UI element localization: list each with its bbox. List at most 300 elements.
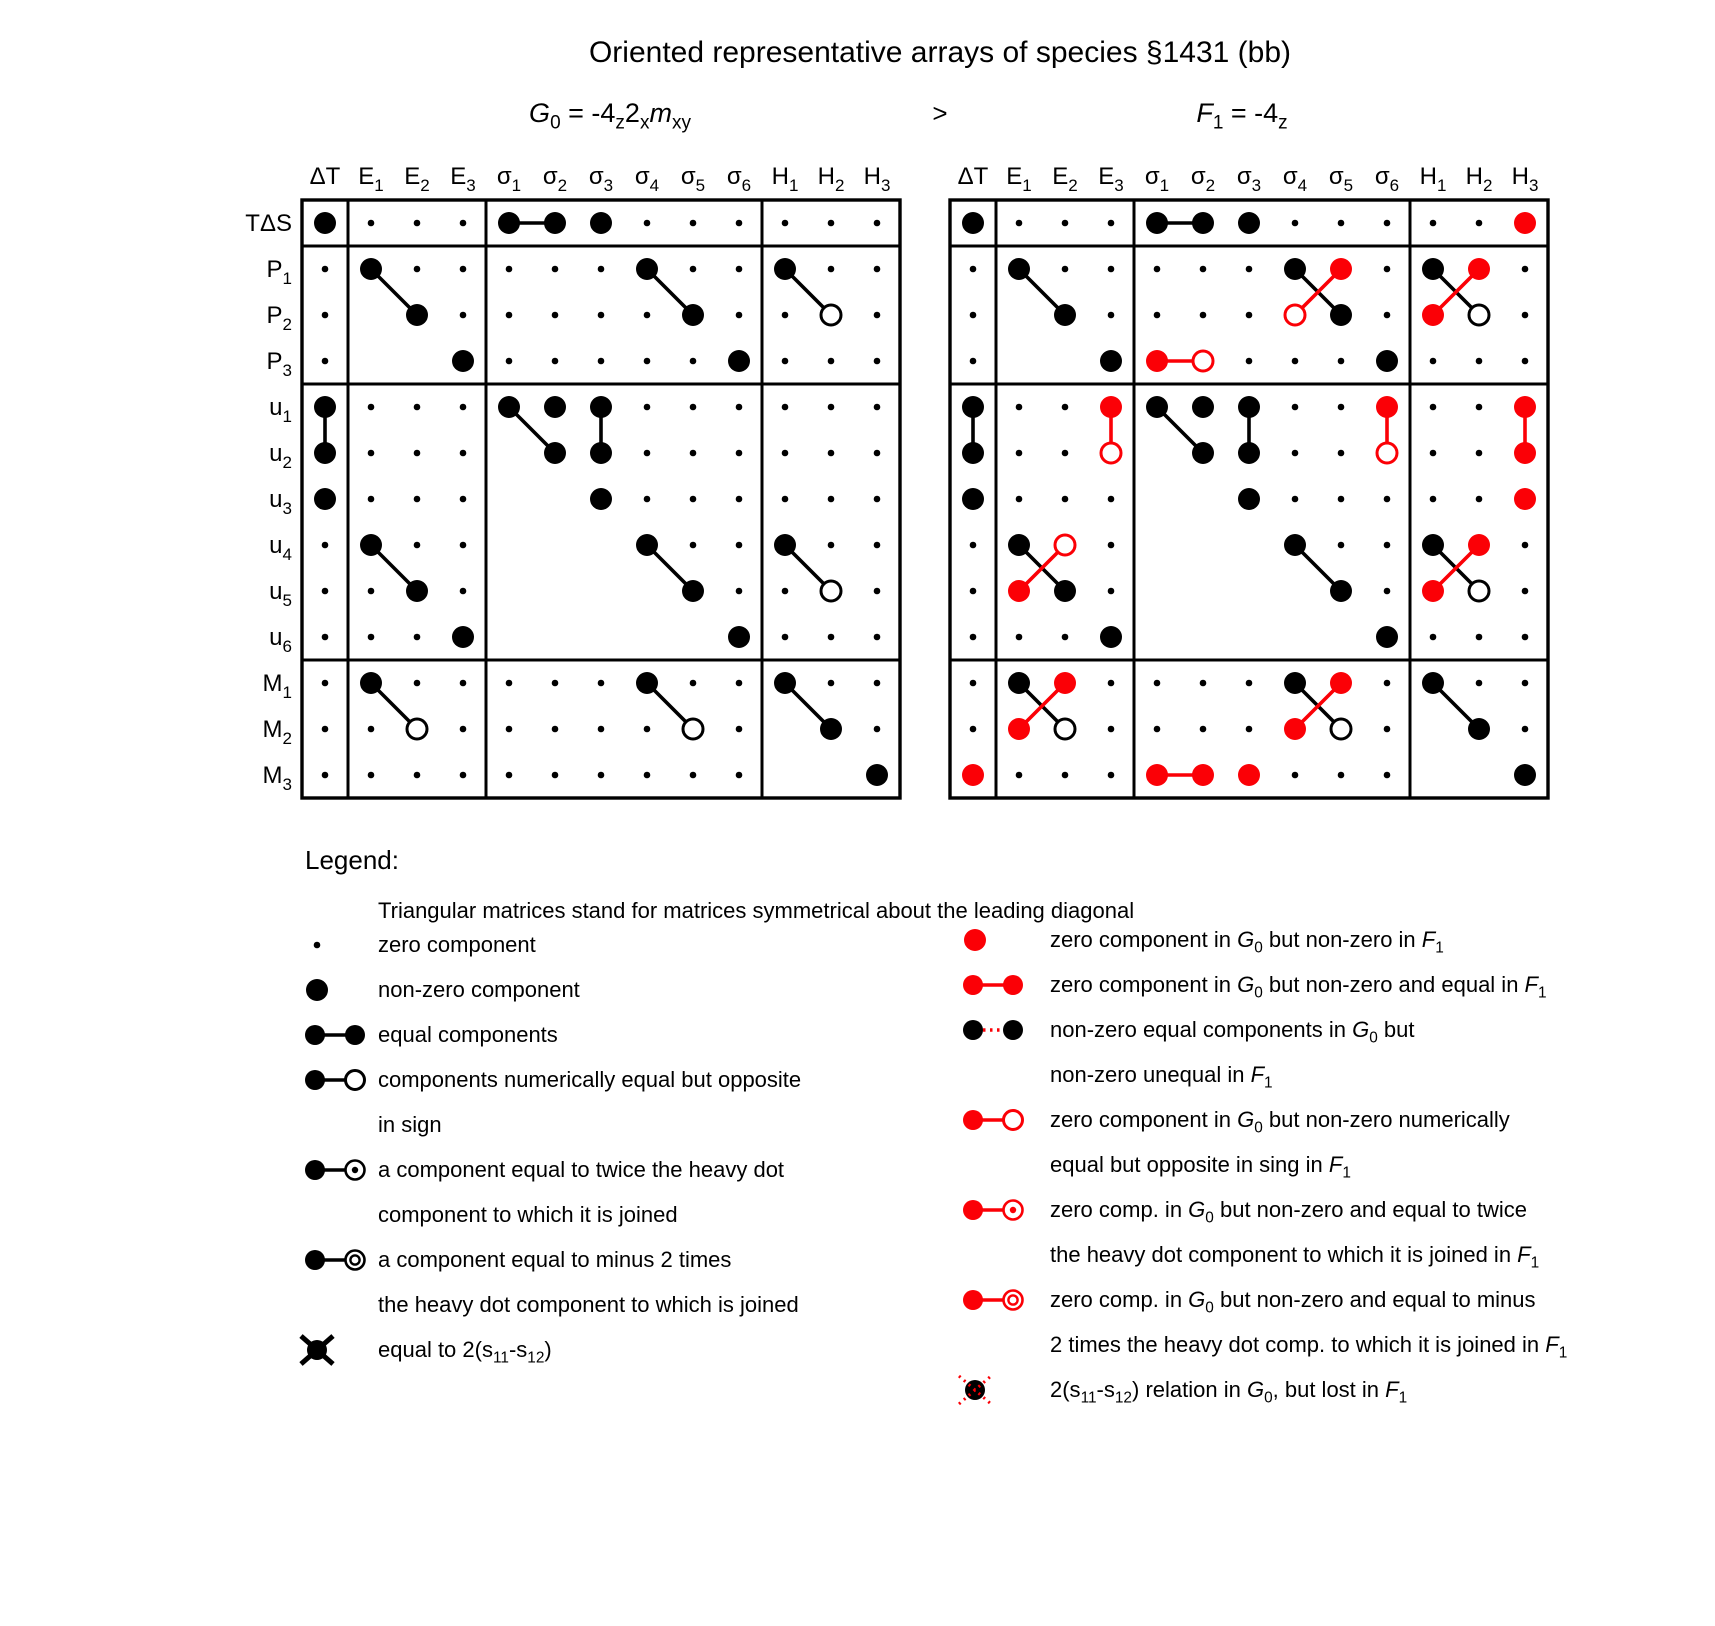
cell-dot <box>506 680 513 687</box>
cell-dot <box>736 496 743 503</box>
cell-dot <box>407 719 427 739</box>
cell-dot <box>736 450 743 457</box>
cell-dot <box>414 266 421 273</box>
column-label: H2 <box>1465 163 1493 195</box>
cell-dot <box>644 220 651 227</box>
legend-text: equal components <box>378 1022 558 1047</box>
row-label: TΔS <box>245 210 292 237</box>
row-label: u3 <box>269 486 292 518</box>
cell-dot <box>782 634 789 641</box>
cell-dot <box>774 672 796 694</box>
cell-dot <box>736 542 743 549</box>
cell-dot <box>1514 488 1536 510</box>
cell-dot <box>414 542 421 549</box>
cell-dot <box>1330 258 1352 280</box>
cell-dot <box>1200 680 1207 687</box>
cell-dot <box>1522 358 1529 365</box>
cell-dot <box>1522 542 1529 549</box>
cell-dot <box>360 672 382 694</box>
cell-dot <box>322 726 329 733</box>
cell-dot <box>1468 258 1490 280</box>
cell-dot <box>1146 396 1168 418</box>
legend-text: non-zero equal components in $G_0$ but <box>1050 1017 1415 1047</box>
cell-dot <box>1422 580 1444 602</box>
cell-dot <box>644 312 651 319</box>
cell-dot <box>782 220 789 227</box>
cell-dot <box>368 450 375 457</box>
cell-dot <box>552 726 559 733</box>
cell-dot <box>828 634 835 641</box>
cell-dot <box>1100 626 1122 648</box>
cell-dot <box>1522 312 1529 319</box>
row-label: M2 <box>262 716 292 748</box>
row-label: P2 <box>266 302 292 334</box>
legend-text: equal but opposite in sing in $F_1$ <box>1050 1152 1351 1182</box>
legend-text: the heavy dot component to which is joined <box>378 1292 799 1317</box>
cell-dot <box>590 488 612 510</box>
legend-text: equal to $2(s_{11}-s_{12})$ <box>378 1337 552 1367</box>
legend-item <box>295 922 801 967</box>
cell-dot <box>1062 404 1069 411</box>
cell-dot <box>360 534 382 556</box>
opposite-sign-pair-icon <box>295 1061 387 1099</box>
column-label: H1 <box>1419 163 1447 195</box>
cell-dot <box>1008 672 1030 694</box>
cell-dot <box>1384 588 1391 595</box>
cell-dot <box>460 496 467 503</box>
cell-dot <box>1200 312 1207 319</box>
cell-dot <box>1108 772 1115 779</box>
row-label: M3 <box>262 762 292 794</box>
cell-dot <box>644 358 651 365</box>
cell-dot <box>590 442 612 464</box>
cell-dot <box>1108 496 1115 503</box>
s11-s12-cross-icon <box>295 1331 387 1369</box>
cell-dot <box>1054 672 1076 694</box>
f1-matrix <box>878 140 1558 812</box>
cell-dot <box>1062 266 1069 273</box>
cell-dot <box>1292 220 1299 227</box>
column-label: σ1 <box>496 163 522 195</box>
cell-dot <box>690 772 697 779</box>
row-label: u6 <box>269 624 292 656</box>
cell-dot <box>598 358 605 365</box>
cell-dot <box>1062 634 1069 641</box>
cell-dot <box>1522 634 1529 641</box>
cell-dot <box>1238 488 1260 510</box>
cell-dot <box>736 404 743 411</box>
cell-dot <box>506 726 513 733</box>
cell-dot <box>1246 312 1253 319</box>
cell-dot <box>506 772 513 779</box>
legend-note: Triangular matrices stand for matrices symmetrical about the leading diagonal <box>378 898 1135 923</box>
cell-dot <box>1146 764 1168 786</box>
cell-dot <box>1422 534 1444 556</box>
cell-dot <box>314 212 336 234</box>
cell-dot <box>1062 450 1069 457</box>
cell-dot <box>1430 450 1437 457</box>
cell-dot <box>1376 350 1398 372</box>
cell-dot <box>1338 220 1345 227</box>
legend-column-black <box>295 922 801 1372</box>
cell-dot <box>1192 442 1214 464</box>
column-headers <box>958 163 1539 195</box>
cell-dot <box>1146 212 1168 234</box>
cell-dot <box>1292 496 1299 503</box>
column-label: H1 <box>771 163 799 195</box>
cell-dot <box>460 266 467 273</box>
cell-dot <box>690 542 697 549</box>
cell-dot <box>1008 580 1030 602</box>
legend-item <box>295 967 801 1012</box>
cell-dot <box>782 588 789 595</box>
cell-dot <box>1055 535 1075 555</box>
cell-dot <box>1192 212 1214 234</box>
cell-dot <box>1016 220 1023 227</box>
cell-dot <box>322 312 329 319</box>
column-label: σ3 <box>1236 163 1262 195</box>
cell-dot <box>598 726 605 733</box>
cell-dot <box>782 312 789 319</box>
cell-dot <box>736 312 743 319</box>
cell-dot <box>322 772 329 779</box>
column-label: σ1 <box>1144 163 1170 195</box>
cell-dot <box>782 496 789 503</box>
cell-dot <box>1476 404 1483 411</box>
column-label: H3 <box>863 163 891 195</box>
cell-dot <box>1108 588 1115 595</box>
cell-dot <box>690 450 697 457</box>
cell-dot <box>970 358 977 365</box>
zero-dot-icon <box>295 926 387 964</box>
cell-dot <box>774 534 796 556</box>
cell-dot <box>1430 404 1437 411</box>
cell-dot <box>460 542 467 549</box>
formula-g0: $G_0 = -4_z2_xm_{xy}$ <box>529 98 691 134</box>
link-lines <box>325 223 831 729</box>
cell-dot <box>970 266 977 273</box>
cell-dot <box>1514 396 1536 418</box>
row-label: u2 <box>269 440 292 472</box>
cell-dot <box>1522 588 1529 595</box>
cell-dot <box>636 672 658 694</box>
cell-dot <box>820 718 842 740</box>
cell-dot <box>544 212 566 234</box>
cell-dot <box>962 488 984 510</box>
cell-dot <box>736 680 743 687</box>
cell-dot <box>1430 220 1437 227</box>
cell-dot <box>544 442 566 464</box>
cell-dot <box>1108 266 1115 273</box>
cell-dot <box>460 772 467 779</box>
cell-dot <box>598 680 605 687</box>
cell-dot <box>1108 726 1115 733</box>
cell-dot <box>552 358 559 365</box>
cell-dot <box>828 404 835 411</box>
cell-dot <box>1016 634 1023 641</box>
cell-dot <box>460 312 467 319</box>
cell-dot <box>690 220 697 227</box>
cell-dot <box>322 358 329 365</box>
cell-dot <box>1522 266 1529 273</box>
cell-dot <box>690 358 697 365</box>
cell-dot <box>1238 396 1260 418</box>
cell-dot <box>736 726 743 733</box>
column-label: σ5 <box>1328 163 1354 195</box>
cell-dot <box>498 212 520 234</box>
cell-dot <box>1246 726 1253 733</box>
cell-dot <box>414 220 421 227</box>
legend-item <box>295 1012 801 1057</box>
cell-dot <box>690 496 697 503</box>
cell-dot <box>1101 443 1121 463</box>
cell-dot <box>782 450 789 457</box>
cell-dot <box>552 680 559 687</box>
cell-dot <box>1284 672 1306 694</box>
cell-dot <box>1154 312 1161 319</box>
cell-dot <box>962 442 984 464</box>
formula-f1: $F_1 = -4_z$ <box>1196 98 1288 134</box>
cell-dot <box>1469 581 1489 601</box>
cell-dot <box>1476 496 1483 503</box>
legend-text: zero comp. in $G_0$ but non-zero and equal to minus <box>1050 1287 1536 1317</box>
legend-column-red <box>953 917 1567 1412</box>
cell-dot <box>1108 220 1115 227</box>
column-label: σ6 <box>1374 163 1400 195</box>
cell-dot <box>1246 266 1253 273</box>
cell-dot <box>368 404 375 411</box>
row-headers <box>245 210 292 794</box>
column-label: E1 <box>1006 163 1032 195</box>
cell-dot <box>644 726 651 733</box>
red-minus-2x-pair-icon <box>953 1281 1045 1319</box>
cell-dot <box>1384 220 1391 227</box>
cell-dot <box>970 312 977 319</box>
cell-dot <box>1062 220 1069 227</box>
cell-dot <box>368 634 375 641</box>
cell-dot <box>1016 450 1023 457</box>
legend-text: zero component in $G_0$ but non-zero and equal in $F_1$ <box>1050 972 1547 1002</box>
legend-text: zero component in $G_0$ but non-zero numerically <box>1050 1107 1510 1137</box>
cell-dot <box>1514 442 1536 464</box>
cell-dot <box>314 488 336 510</box>
cell-dot <box>1062 772 1069 779</box>
legend-item <box>953 962 1567 1007</box>
cell-dot <box>644 450 651 457</box>
cell-dot <box>1384 496 1391 503</box>
cell-dot <box>828 220 835 227</box>
cell-dot <box>1055 719 1075 739</box>
cell-dot <box>1246 680 1253 687</box>
cell-dot <box>1338 358 1345 365</box>
cell-dot <box>1330 304 1352 326</box>
cell-dot <box>962 212 984 234</box>
cell-dot <box>962 764 984 786</box>
cell-dot <box>322 266 329 273</box>
legend-text: non-zero component <box>378 977 580 1002</box>
cell-dot <box>552 266 559 273</box>
cell-dot <box>1054 304 1076 326</box>
cell-dot <box>782 404 789 411</box>
cell-dot <box>506 266 513 273</box>
cell-dot <box>1377 443 1397 463</box>
cell-dot <box>460 588 467 595</box>
cell-dot <box>1246 358 1253 365</box>
legend-text: in sign <box>378 1112 442 1137</box>
legend-item <box>953 1097 1567 1187</box>
column-label: σ4 <box>1282 163 1308 195</box>
cell-dot <box>506 312 513 319</box>
column-label: E2 <box>404 163 430 195</box>
cell-dot <box>1376 396 1398 418</box>
column-label: H2 <box>817 163 845 195</box>
cell-dot <box>970 588 977 595</box>
cell-dot <box>590 212 612 234</box>
cell-dot <box>506 358 513 365</box>
cell-dot <box>1016 772 1023 779</box>
legend-item <box>953 1367 1567 1412</box>
unequal-in-f1-pair-icon <box>953 1011 1045 1049</box>
cell-dot <box>828 542 835 549</box>
red-twice-component-pair-icon <box>953 1191 1045 1229</box>
legend-heading: Legend: <box>305 845 399 875</box>
cell-dot <box>1284 258 1306 280</box>
cell-dot <box>322 680 329 687</box>
column-label: E3 <box>450 163 476 195</box>
cell-dot <box>1008 718 1030 740</box>
cell-dot <box>1331 719 1351 739</box>
cell-dot <box>644 404 651 411</box>
cell-dot <box>1384 542 1391 549</box>
cell-dot <box>1193 351 1213 371</box>
legend-text: non-zero unequal in $F_1$ <box>1050 1062 1273 1092</box>
legend-text: $2(s_{11}-s_{12})$ relation in $G_0$, but lost in $F_1$ <box>1050 1377 1408 1407</box>
nonzero-dot-icon <box>295 971 387 1009</box>
column-label: σ6 <box>726 163 752 195</box>
column-label: ΔT <box>309 163 341 190</box>
cell-dot <box>1154 680 1161 687</box>
cell-dot <box>368 496 375 503</box>
cell-dot <box>368 588 375 595</box>
cell-dot <box>1522 680 1529 687</box>
legend-text: a component equal to minus 2 times <box>378 1247 732 1272</box>
minus-2x-pair-icon <box>295 1241 387 1279</box>
cell-dot <box>970 634 977 641</box>
cell-dot <box>1514 764 1536 786</box>
cell-dot <box>828 680 835 687</box>
cell-dot <box>552 772 559 779</box>
cell-dot <box>1100 350 1122 372</box>
legend-text: a component equal to twice the heavy dot <box>378 1157 785 1182</box>
cell-dot <box>970 726 977 733</box>
cell-dot <box>414 680 421 687</box>
cell-dot <box>1384 680 1391 687</box>
cell-dot <box>1292 358 1299 365</box>
cell-dot <box>1469 305 1489 325</box>
cell-dot <box>1476 680 1483 687</box>
cell-dot <box>636 534 658 556</box>
cell-dot <box>322 542 329 549</box>
cell-dot <box>1338 404 1345 411</box>
legend-text: zero component in $G_0$ but non-zero in $F_1$ <box>1050 927 1444 957</box>
legend-text: component to which it is joined <box>378 1202 678 1227</box>
cell-dot <box>644 772 651 779</box>
cell-dot <box>414 496 421 503</box>
cell-dot <box>1016 496 1023 503</box>
cell-dot <box>1476 220 1483 227</box>
cell-dot <box>322 588 329 595</box>
legend-item <box>295 1237 801 1327</box>
column-label: E1 <box>358 163 384 195</box>
cell-dot <box>1192 764 1214 786</box>
cell-dot <box>460 726 467 733</box>
row-label: P3 <box>266 348 292 380</box>
cell-dot <box>1284 534 1306 556</box>
cell-dot <box>736 220 743 227</box>
cell-dot <box>1430 358 1437 365</box>
column-label: E2 <box>1052 163 1078 195</box>
cell-dot <box>360 258 382 280</box>
legend-item <box>295 1327 801 1372</box>
cell-dot <box>736 772 743 779</box>
cell-dot <box>1422 304 1444 326</box>
cell-dot <box>1430 634 1437 641</box>
legend-text: zero comp. in $G_0$ but non-zero and equal to twice <box>1050 1197 1527 1227</box>
cell-dot <box>1200 726 1207 733</box>
red-opposite-sign-pair-icon <box>953 1101 1045 1139</box>
column-label: σ2 <box>542 163 568 195</box>
cell-dot <box>682 580 704 602</box>
row-label: P1 <box>266 256 292 288</box>
cell-dot <box>1016 404 1023 411</box>
g0-matrix <box>230 140 910 812</box>
cell-dot <box>962 396 984 418</box>
cell-dot <box>1238 764 1260 786</box>
cell-dot <box>828 358 835 365</box>
cell-dot <box>690 266 697 273</box>
cell-dot <box>1192 396 1214 418</box>
cell-dot <box>460 450 467 457</box>
cell-dot <box>406 580 428 602</box>
cell-dot <box>414 404 421 411</box>
cell-dot <box>1422 672 1444 694</box>
cell-dot <box>1384 772 1391 779</box>
cell-dot <box>1384 726 1391 733</box>
cell-dot <box>1468 534 1490 556</box>
cell-dot <box>1154 726 1161 733</box>
cell-dot <box>683 719 703 739</box>
cell-dot <box>544 396 566 418</box>
row-label: M1 <box>262 670 292 702</box>
cell-dot <box>774 258 796 280</box>
legend-item <box>953 917 1567 962</box>
cell-dot <box>828 496 835 503</box>
legend-item <box>295 1057 801 1147</box>
cell-dot <box>644 496 651 503</box>
cell-dot <box>1108 542 1115 549</box>
column-label: σ3 <box>588 163 614 195</box>
column-label: σ5 <box>680 163 706 195</box>
cell-dot <box>414 634 421 641</box>
cell-dot <box>736 588 743 595</box>
cell-dot <box>406 304 428 326</box>
cell-dot <box>821 305 841 325</box>
red-equal-pair-icon <box>953 966 1045 1004</box>
cell-dot <box>782 358 789 365</box>
column-label: σ4 <box>634 163 660 195</box>
cell-dot <box>1154 266 1161 273</box>
lost-s11-s12-cross-icon <box>953 1371 1045 1409</box>
